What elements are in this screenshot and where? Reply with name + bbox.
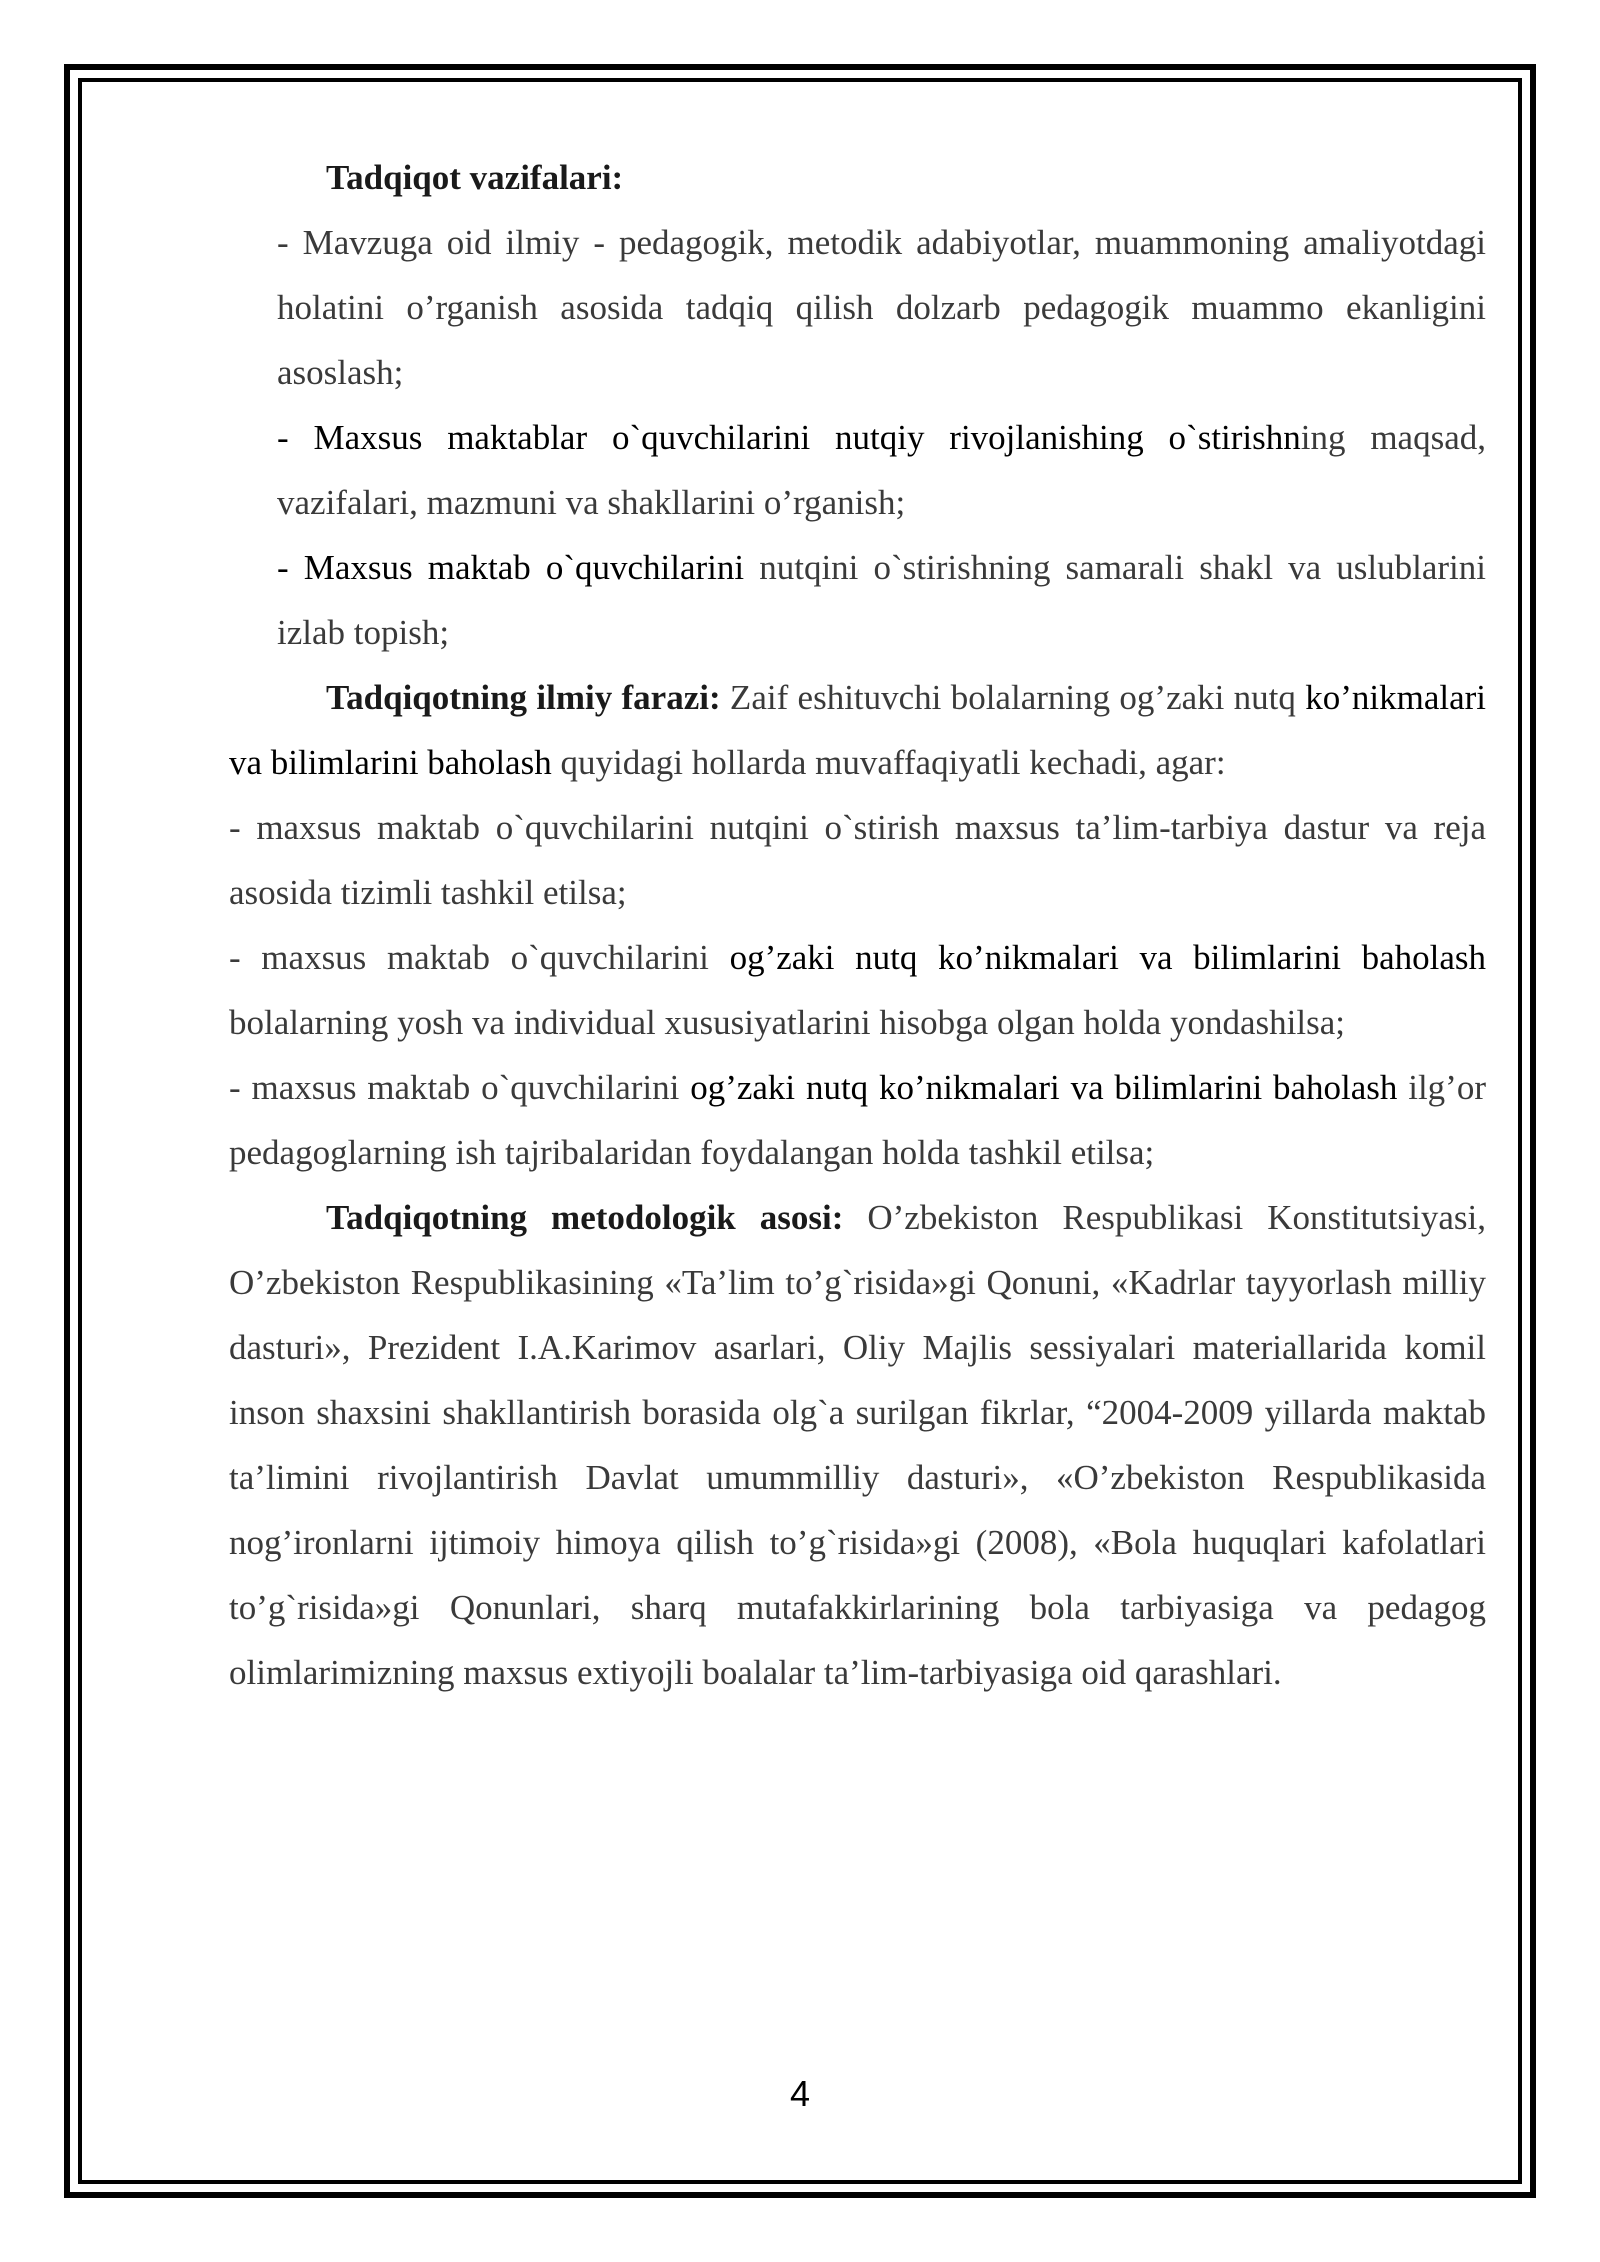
task-item-3: - Maxsus maktab o`quvchilarini nutqini o`stirishning samarali shakl va uslublarini izlab topish; [277,548,1486,652]
hypothesis-heading: Tadqiqotning ilmiy farazi: [326,678,721,717]
document-body [229,145,1486,1705]
hypothesis-paragraph: Tadqiqotning ilmiy farazi: Zaif eshituvchi bolalarning og’zaki nutq ko’nikmalari va bilimlarini baholash quyidagi hollarda muvaffaqiyatli kechadi, agar: [229,678,1486,782]
methodology-heading: Tadqiqotning metodologik asosi: [326,1198,844,1237]
task-item-1: - Mavzuga oid ilmiy - pedagogik, metodik adabiyotlar, muammoning amaliyotdagi holatini o’rganish asosida tadqiq qilish dolzarb pedagogik muammo ekanligini asoslash; [277,223,1486,392]
condition-2: - maxsus maktab o`quvchilarini og’zaki nutq ko’nikmalari va bilimlarini baholash bolalarning yosh va individual xususiyatlarini hisobga olgan holda yondashilsa; [229,938,1486,1042]
tasks-heading: Tadqiqot vazifalari: [326,158,624,197]
methodology-paragraph: Tadqiqotning metodologik asosi: O’zbekiston Respublikasi Konstitutsiyasi, O’zbekiston Respublikasining «Ta’lim to’g`risida»gi Qonuni, «Kadrlar tayyorlash milliy dasturi», Prezident I.A.Karimov asarlari, Oliy Majlis sessiyalari materiallarida komil inson shaxsini shakllantirish borasida olg`a surilgan fikrlar, “2004-2009 yillarda maktab ta’limini rivojlantirish Davlat umummilliy dasturi», «O’zbekiston Respublikasida nog’ironlarni ijtimoiy himoya qilish to’g`risida»gi (2008), «Bola huquqlari kafolatlari to’g`risida»gi Qonunlari, sharq mutafakkirlarining bola tarbiyasiga va pedagog olimlarimizning maxsus extiyojli boalalar ta’lim-tarbiyasiga oid qarashlari. [229,1198,1486,1692]
condition-3: - maxsus maktab o`quvchilarini og’zaki nutq ko’nikmalari va bilimlarini baholash ilg’or pedagoglarning ish tajribalaridan foydalangan holda tashkil etilsa; [229,1068,1486,1172]
task-item-2: - Maxsus maktablar o`quvchilarini nutqiy rivojlanishing o`stirishning maqsad, vazifalari, mazmuni va shakllarini o’rganish; [277,418,1486,522]
page-number: 4 [789,2073,811,2114]
condition-1: - maxsus maktab o`quvchilarini nutqini o`stirish maxsus ta’lim-tarbiya dastur va reja asosida tizimli tashkil etilsa; [229,808,1486,912]
